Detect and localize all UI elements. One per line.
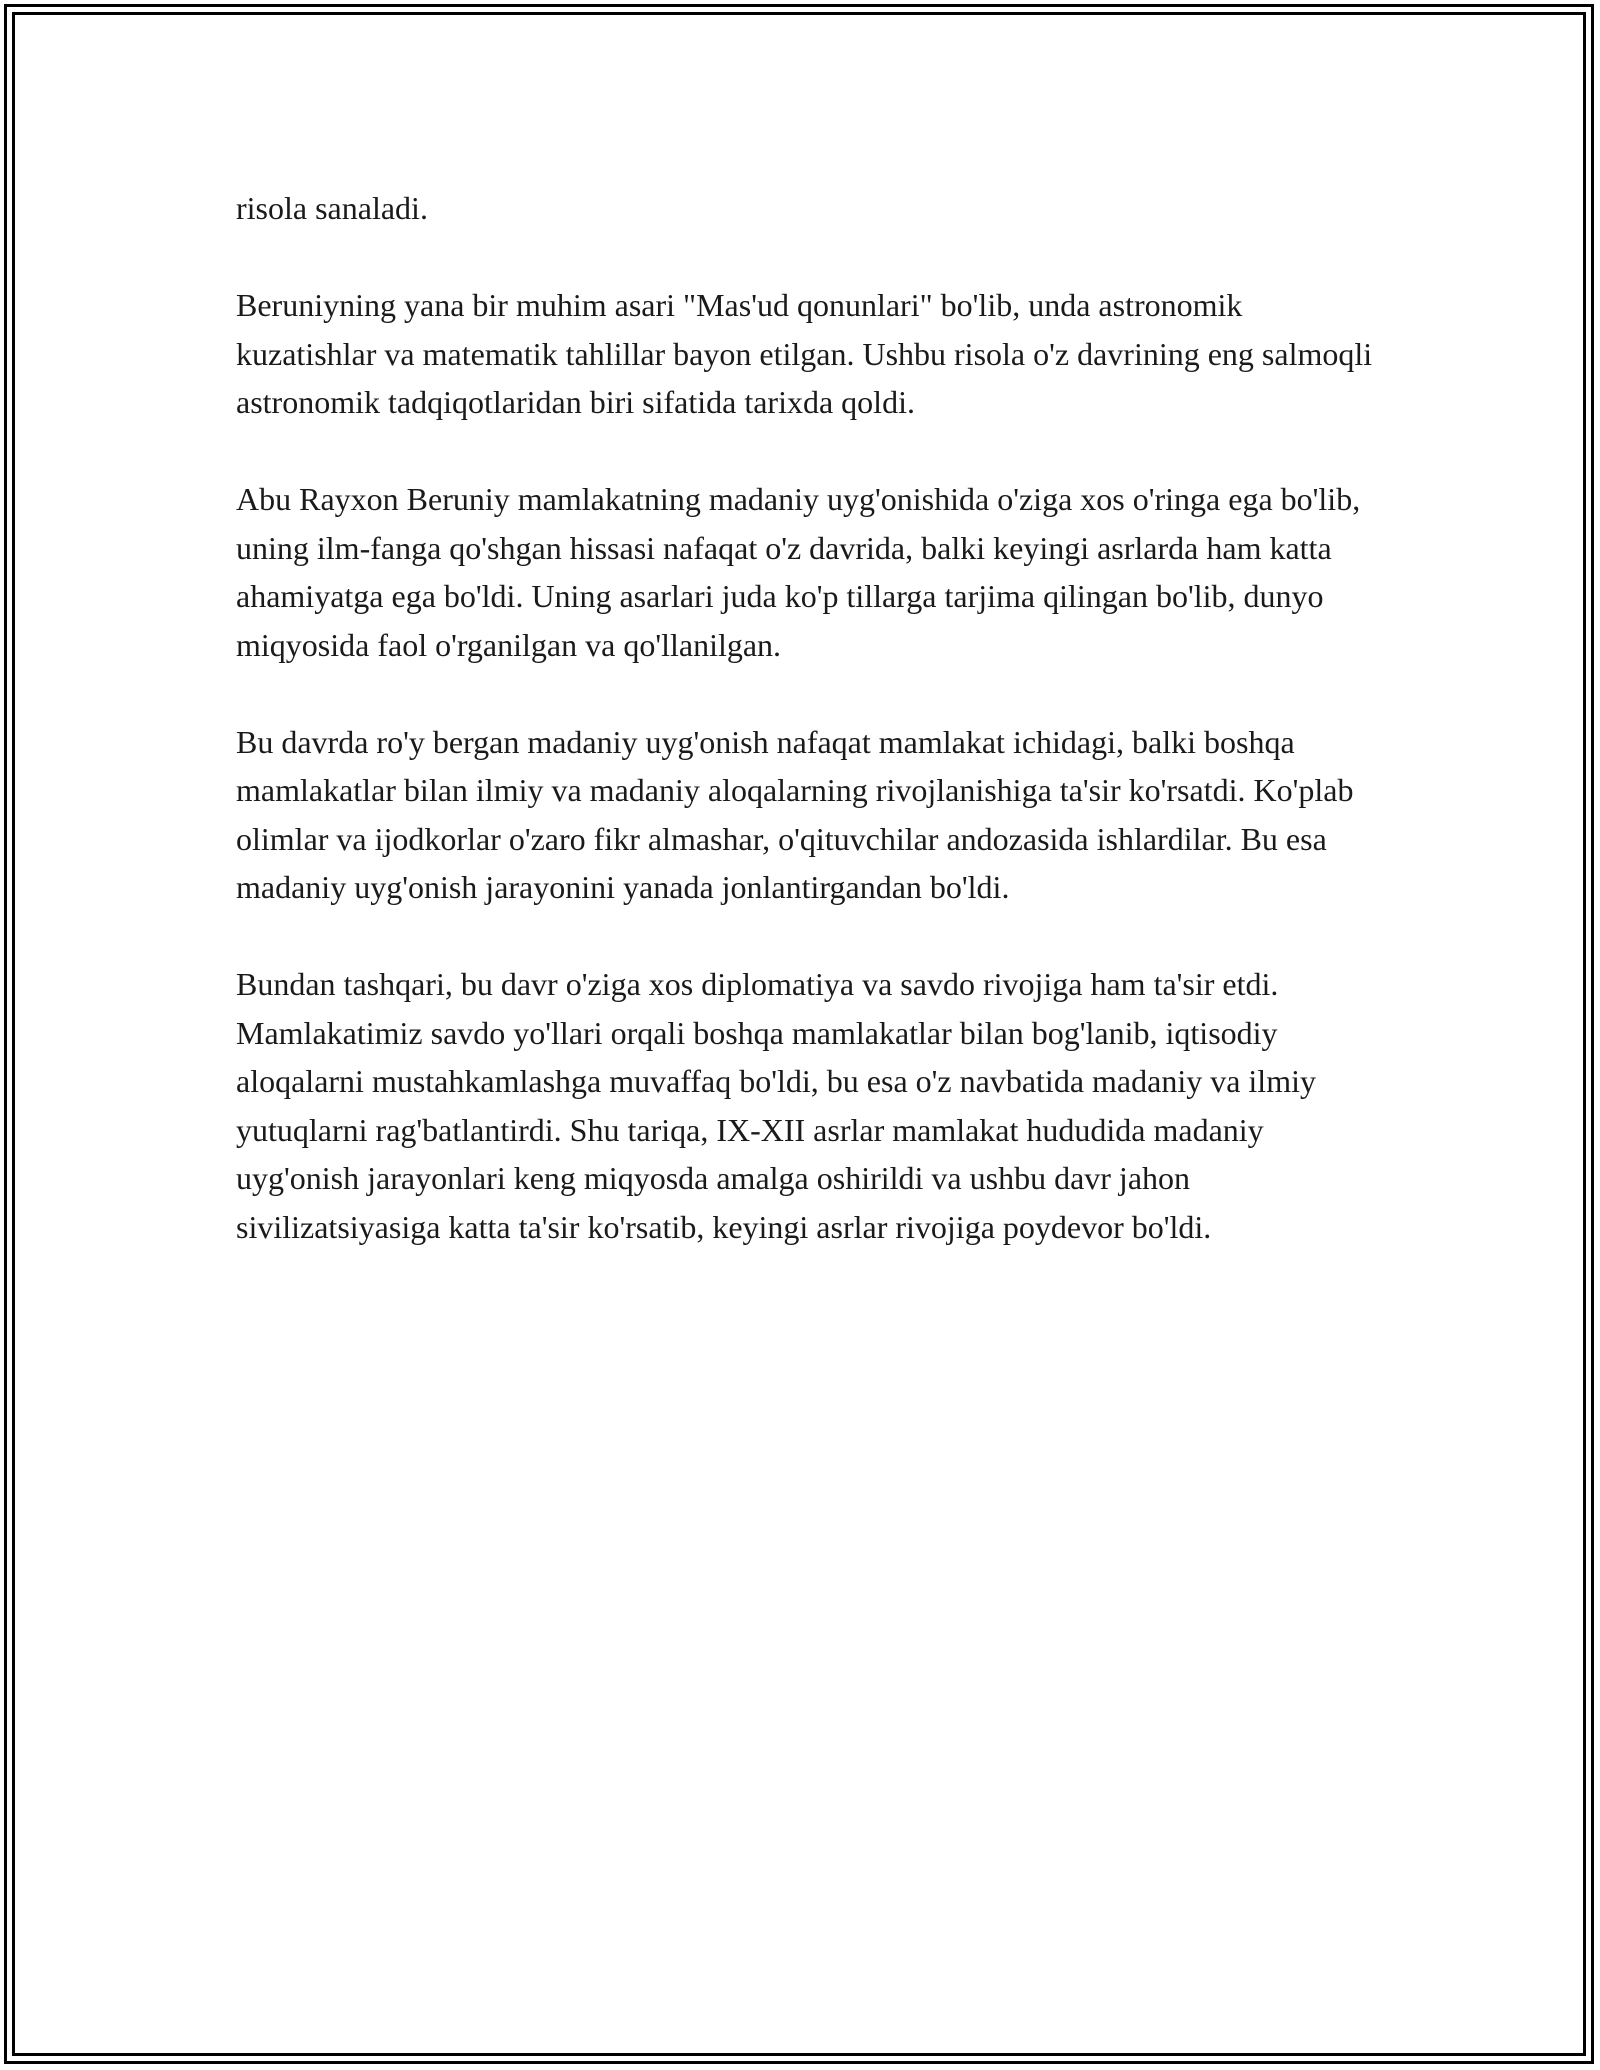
- paragraph-masud-qonunlari: Beruniyning yana bir muhim asari "Mas'ud qonunlari" bo'lib, unda astronomik kuzatishlar va matematik tahlillar bayon etilgan. Ushbu risola o'z davrining eng salmoqli astronomik tadqiqotlaridan biri sifatida tarixda qoldi.: [236, 287, 1373, 420]
- paragraph-diplomacy-trade: Bundan tashqari, bu davr o'ziga xos diplomatiya va savdo rivojiga ham ta'sir etdi. Mamlakatimiz savdo yo'llari orqali boshqa mamlakatlar bilan bog'lanib, iqtisodiy aloqalarni mustahkamlashga muvaffaq bo'ldi, bu esa o'z navbatida madaniy va ilmiy yutuqlarni rag'batlantirdi. Shu tariqa, IX-XII asrlar mamlakat hududida madaniy uyg'onish jarayonlari keng miqyosda amalga oshirildi va ushbu davr jahon sivilizatsiyasiga katta ta'sir ko'rsatib, keyingi asrlar rivojiga poydevor bo'ldi.: [236, 966, 1316, 1245]
- document-body: [236, 184, 1376, 1300]
- paragraph-cultural-exchange: Bu davrda ro'y bergan madaniy uyg'onish nafaqat mamlakat ichidagi, balki boshqa mamlakatlar bilan ilmiy va madaniy aloqalarning rivojlanishiga ta'sir ko'rsatdi. Ko'plab olimlar va ijodkorlar o'zaro fikr almashar, o'qituvchilar andozasida ishlardilar. Bu esa madaniy uyg'onish jarayonini yanada jonlantirgandan bo'ldi.: [236, 723, 1354, 905]
- paragraph-continuation: risola sanaladi.: [236, 190, 428, 226]
- paragraph-beruniy-contribution: Abu Rayxon Beruniy mamlakatning madaniy uyg'onishida o'ziga xos o'ringa ega bo'lib, uning ilm-fanga qo'shgan hissasi nafaqat o'z davrida, balki keyingi asrlarda ham katta ahamiyatga ega bo'ldi. Uning asarlari juda ko'p tillarga tarjima qilingan bo'lib, dunyo miqyosida faol o'rganilgan va qo'llanilgan.: [236, 481, 1361, 663]
